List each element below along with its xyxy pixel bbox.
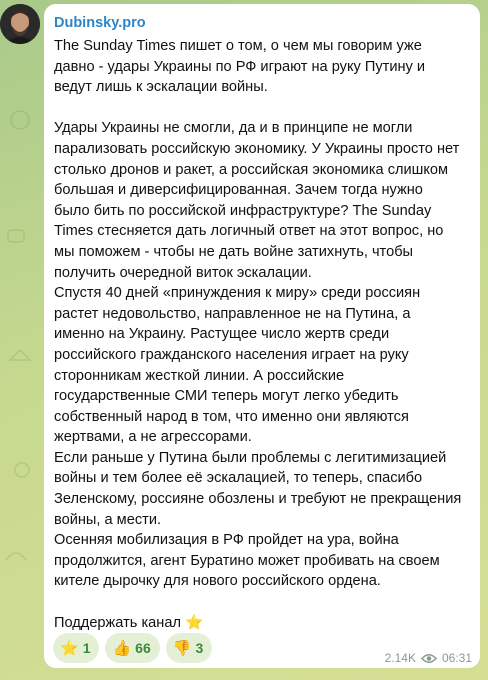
message-bubble	[44, 4, 480, 668]
eye-icon	[421, 653, 437, 664]
thumbs-up-icon: 👍	[112, 639, 132, 657]
message-meta	[385, 651, 472, 665]
reaction-count: 3	[195, 640, 204, 656]
star-icon: ⭐	[60, 639, 79, 657]
message-time: 06:31	[441, 651, 472, 665]
views-count: 2.14K	[384, 651, 416, 665]
reactions-bar	[53, 633, 212, 663]
reaction-count: 1	[82, 640, 91, 656]
channel-name[interactable]: Dubinsky.pro	[54, 15, 146, 31]
channel-avatar[interactable]	[0, 4, 40, 44]
reaction-thumbs-down[interactable]	[166, 633, 212, 663]
reaction-star[interactable]	[53, 633, 99, 663]
message-text: The Sunday Times пишет о том, о чем мы говорим уже давно - удары Украины по РФ играют на руку Путину и ведут лишь к эскалации войны. Удары Украины не смогли, да и в принципе не могли парализовать российскую экономику. У Украины просто нет столько дронов и ракет, а российская экономика слишком большая и диверсифицированная. Зачем тогда нужно было бить по российской инфраструктуре? The Sunday Times стесняется дать логичный ответ на этот вопрос, но мы поможем - чтобы не дать войне затихнуть, чтобы получить очередной виток эскалации. Спустя 40 дней «принуждения к миру» среди россиян растет недовольство, направленное не на Путина, а именно на Украину. Растущее число жертв среди российского гражданского населения играет на руку сторонникам жесткой линии. А российские государственные СМИ теперь могут легко убедить собственный народ в том, что именно они являются жертвами, а не агрессорами. Если раньше у Путина были проблемы с легитимизацией войны и тем более её эскалацией, то теперь, спасибо Зеленскому, россияне обозлены и требуют не прекращения войны, а мести. Осенняя мобилизация в РФ пройдет на ура, война продолжится, агент Буратино может пробивать на своем кителе дырочку для нового российского ордена. Поддержать канал ⭐	[54, 38, 462, 631]
avatar-photo-icon	[0, 4, 40, 44]
thumbs-down-icon: 👎	[172, 639, 192, 657]
reaction-count: 66	[135, 640, 151, 656]
reaction-thumbs-up[interactable]	[105, 633, 159, 663]
